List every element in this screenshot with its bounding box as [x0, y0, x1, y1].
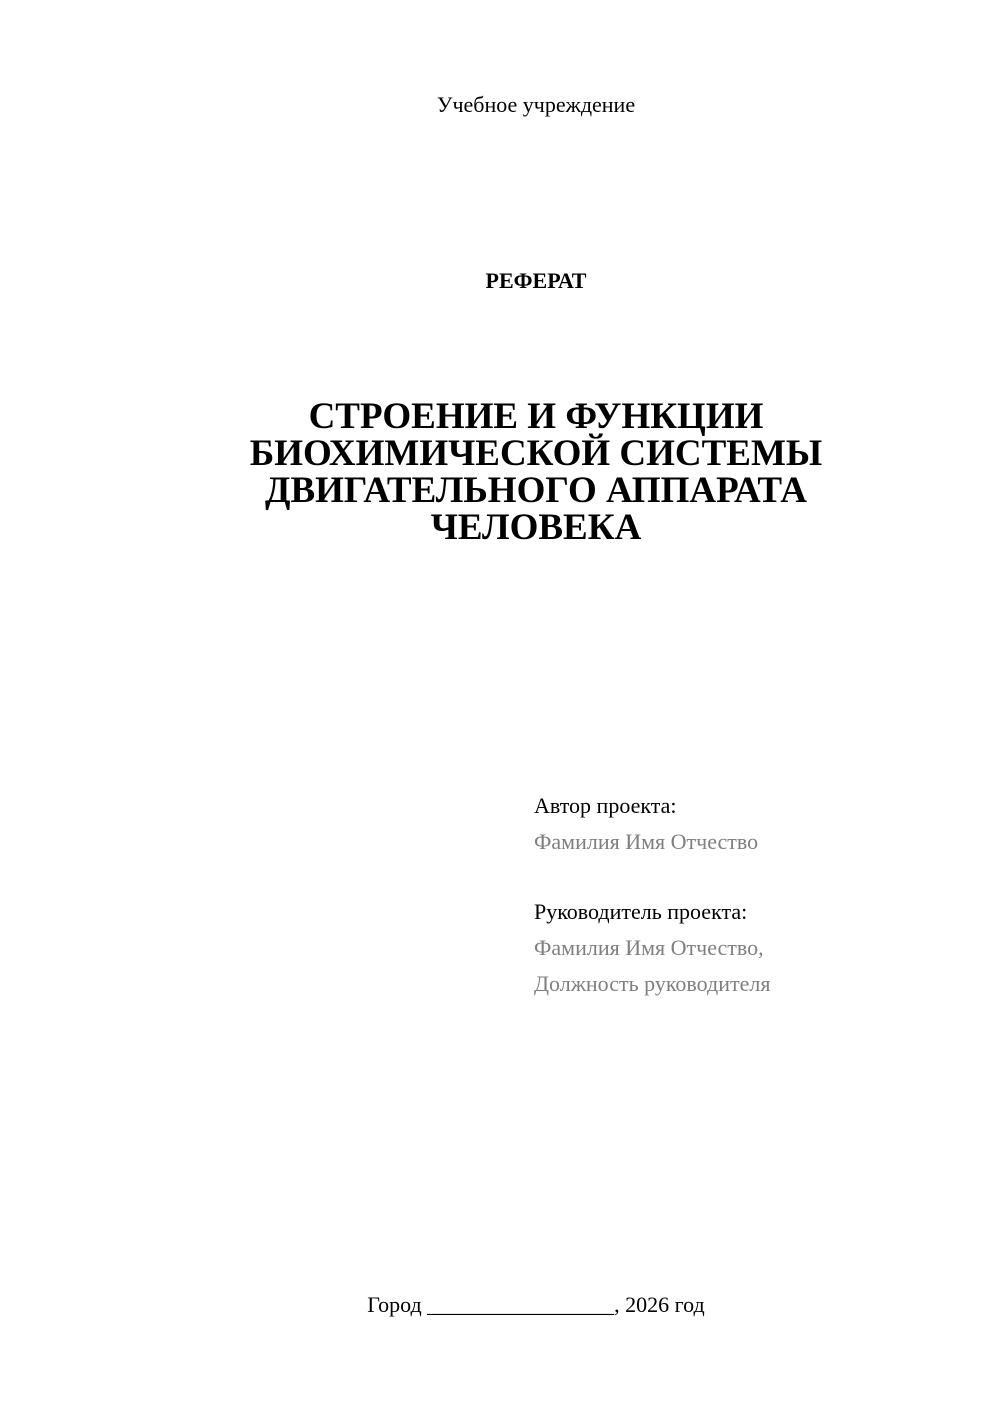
document-type: РЕФЕРАТ [485, 268, 587, 293]
city-year-line: Город _________________, 2026 год [367, 1292, 705, 1317]
author-label: Автор проекта: [534, 793, 677, 818]
title-line: БИОХИМИЧЕСКОЙ СИСТЕМЫ [249, 433, 823, 474]
title-line: ЧЕЛОВЕКА [430, 507, 642, 548]
supervisor-position: Должность руководителя [534, 971, 771, 996]
document-title [0, 398, 1000, 546]
supervisor-name: Фамилия Имя Отчество, [534, 935, 764, 960]
supervisor-label: Руководитель проекта: [534, 899, 748, 924]
author-name: Фамилия Имя Отчество [534, 829, 759, 854]
title-line: СТРОЕНИЕ И ФУНКЦИИ [308, 396, 764, 437]
spacer [534, 860, 770, 894]
project-info [534, 788, 770, 1002]
institution-name: Учебное учреждение [436, 92, 636, 117]
title-line: ДВИГАТЕЛЬНОГО АППАРАТА [265, 470, 807, 511]
